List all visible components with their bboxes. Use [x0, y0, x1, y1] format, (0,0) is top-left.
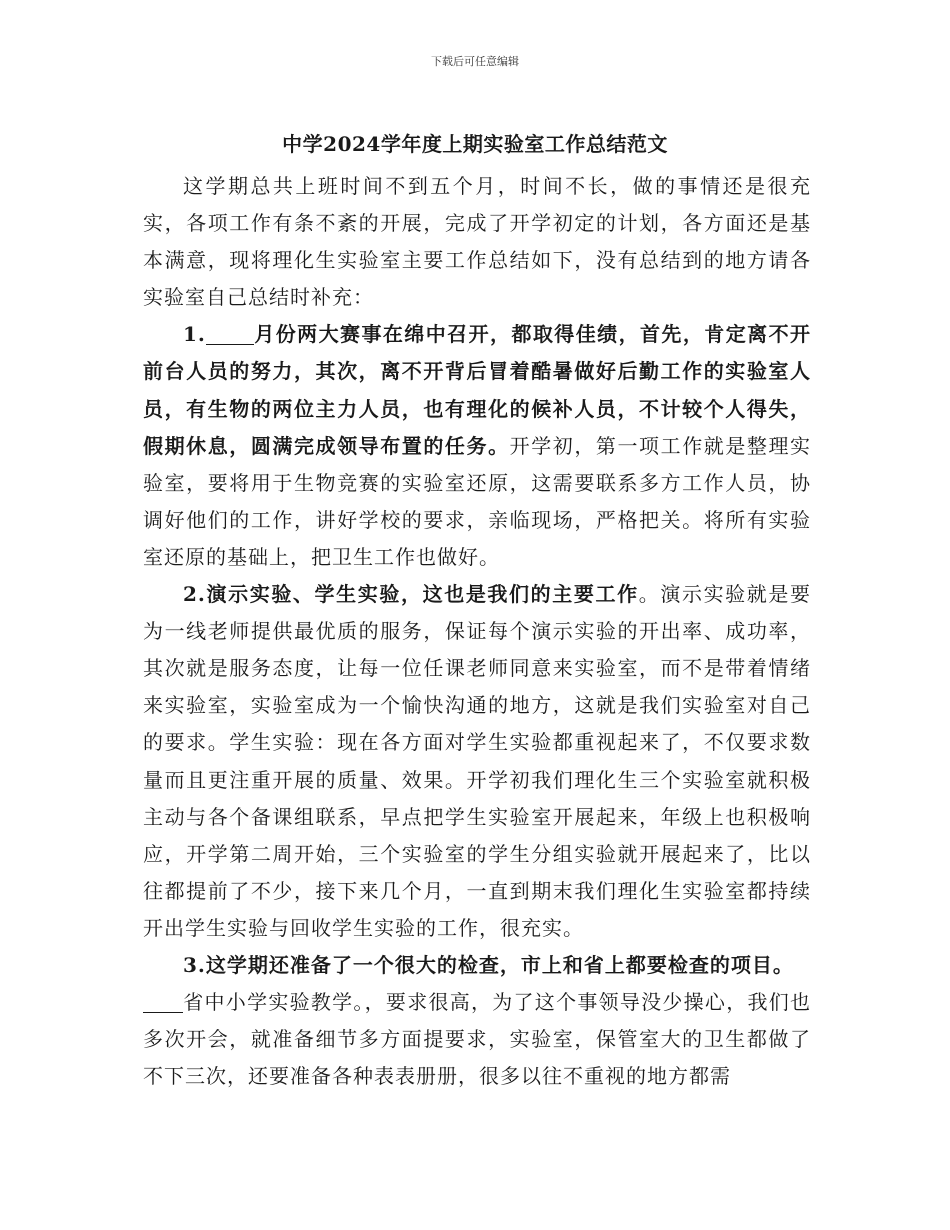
- item3-lead: 3.这学期还准备了一个很大的检查，市上和省上都要检查的项目。: [183, 952, 794, 977]
- item3-paragraph: [143, 947, 811, 1095]
- intro-text: 这学期总共上班时间不到五个月，时间不长，做的事情还是很充实，各项工作有条不紊的开展，完成了开学初定的计划，各方面还是基本满意，现将理化生实验室主要工作总结如下，没有总结到的地方请各实验室自己总结时补充：: [143, 174, 811, 310]
- item2-body: 演示实验就是要为一线老师提供最优质的服务，保证每个演示实验的开出率、成功率，其次就是服务态度，让每一位任课老师同意来实验室，而不是带着情绪来实验室，实验室成为一个愉快沟通的地方，这就是我们实验室对自己的要求。学生实验：现在各方面对学生实验都重视起来了，不仅要求数量而且更注重开展的质量、效果。开学初我们理化生三个实验室就积极主动与各个备课组联系，早点把学生实验室开展起来，年级上也积极响应，开学第二周开始，三个实验室的学生分组实验就开展起来了，比以往都提前了不少，接下来几个月，一直到期末我们理化生实验室都持续开出学生实验与回收学生实验的工作，很充实。: [143, 582, 812, 940]
- item3-body: 省中小学实验教学。，要求很高，为了这个事领导没少操心，我们也多次开会，就准备细节多方面提要求，实验室，保管室大的卫生都做了不下三次，还要准备各种表表册册，很多以往不重视的地方都需: [143, 990, 811, 1089]
- intro-paragraph: [143, 168, 811, 316]
- item2-paragraph: [143, 576, 811, 947]
- item1-blank: [206, 324, 254, 345]
- item1-lead: 月份两大赛事在绵中召开，都取得佳绩，首先，肯定离不开前台人员的努力，其次，离不开背后冒着酷暑做好后勤工作的实验室人员，有生物的两位主力人员，也有理化的候补人员，不计较个人得失，假期休息，圆满完成领导布置的任务: [143, 322, 811, 458]
- item3-body-line: [143, 984, 811, 1095]
- item1-number: 1.: [183, 322, 206, 347]
- item1-lead-end: 。: [488, 433, 510, 458]
- item2-lead: 2.演示实验、学生实验，这也是我们的主要工作: [183, 582, 639, 607]
- document-title: 中学2024学年度上期实验室工作总结范文: [282, 132, 668, 156]
- item2-lead-end: 。: [638, 582, 661, 607]
- item1-body: 开学初，第一项工作就是整理实验室，要将用于生物竞赛的实验室还原，这需要联系多方工作人员，协调好他们的工作，讲好学校的要求，亲临现场，严格把关。将所有实验室还原的基础上，把卫生工作也做好。: [143, 433, 812, 569]
- item3-blank: [143, 992, 183, 1013]
- item1-paragraph: [143, 316, 811, 576]
- page-header-note: 下载后可任意编辑: [431, 55, 519, 68]
- document-body: [143, 168, 811, 1095]
